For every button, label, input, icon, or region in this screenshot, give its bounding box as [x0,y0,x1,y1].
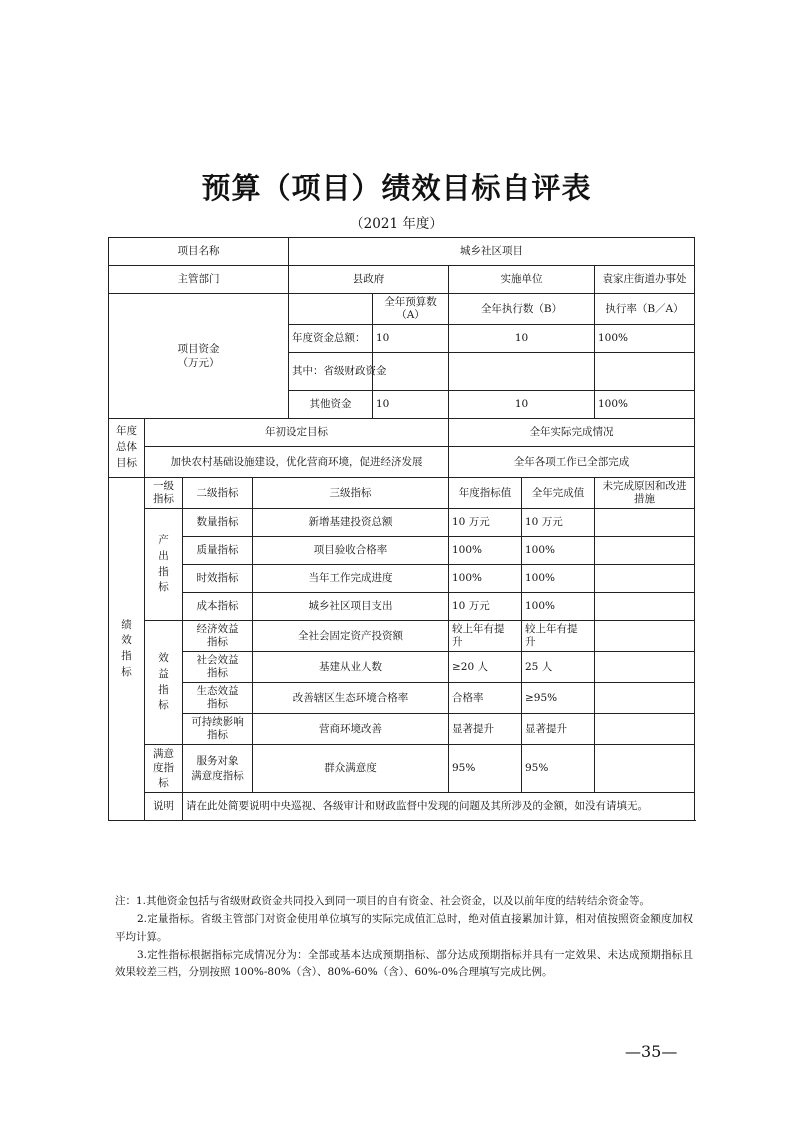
fund-blank-head [289,294,373,325]
indicator-actual: 100% [522,537,595,565]
indicator-reason [595,621,695,652]
table-row [109,509,695,537]
table-row [109,745,695,793]
indicator-l3: 新增基建投资总额 [253,509,449,537]
table-row [109,238,695,266]
indicator-reason [595,593,695,621]
fund-row-rate [595,353,695,391]
table-row [109,447,695,478]
footnote-1: 注：1.其他资金包括与省级财政资金共同投入到同一项目的自有资金、社会资金，以及以前年度的结转结余资金等。 [115,895,651,907]
table-row [109,652,695,683]
indicator-l2: 成本指标 [183,593,253,621]
indicator-l2: 经济效益 指标 [183,621,253,652]
table-row [109,683,695,714]
project-name-label: 项目名称 [109,238,289,266]
indicator-actual: 显著提升 [522,714,595,745]
impl-label: 实施单位 [449,266,595,294]
fund-row-exec: 10 [449,325,595,353]
indicator-l2: 质量指标 [183,537,253,565]
indicator-target: 95% [449,745,522,793]
perf-head-actual: 全年完成值 [522,478,595,509]
dept-label: 主管部门 [109,266,289,294]
fund-label-text: 项目资金 （万元） [177,342,220,369]
benefit-label [145,621,183,745]
indicator-l3: 群众满意度 [253,745,449,793]
fund-row-label: 年度资金总额： [289,325,373,353]
indicator-actual: 100% [522,593,595,621]
indicator-l3: 改善辖区生态环境合格率 [253,683,449,714]
indicator-target: ≥20 人 [449,652,522,683]
indicator-l2: 可持续影响 指标 [183,714,253,745]
fund-row-budget: 10 [373,325,449,353]
fund-row-rate: 100% [595,325,695,353]
indicator-actual: 95% [522,745,595,793]
indicator-l3: 当年工作完成进度 [253,565,449,593]
performance-self-evaluation-table [108,237,695,821]
fund-row-exec [449,353,595,391]
fund-label [109,294,289,419]
dept-value: 县政府 [289,266,449,294]
perf-head-l2: 二级指标 [183,478,253,509]
perf-head-l1: 一级 指标 [145,478,183,509]
indicator-reason [595,537,695,565]
indicator-l3: 基建从业人数 [253,652,449,683]
footnotes [115,893,693,982]
table-row [109,419,695,447]
table-row [109,537,695,565]
indicator-l3: 全社会固定资产投资额 [253,621,449,652]
indicator-target: 10 万元 [449,593,522,621]
table-row [109,294,695,325]
annual-actual: 全年各项工作已全部完成 [449,447,695,478]
indicator-l2: 生态效益 指标 [183,683,253,714]
indicator-reason [595,745,695,793]
table-row [109,714,695,745]
impl-value: 袁家庄街道办事处 [595,266,695,294]
table-row [109,266,695,294]
indicator-actual: 100% [522,565,595,593]
perf-label-text: 绩 效 指 标 [121,618,132,678]
indicator-actual: 较上年有提 升 [522,621,595,652]
fund-head-budget: 全年预算数 （A） [373,294,449,325]
indicator-actual: 25 人 [522,652,595,683]
table-row [109,565,695,593]
perf-label [109,478,145,821]
indicator-reason [595,652,695,683]
note-text: 请在此处简要说明中央巡视、各级审计和财政监督中发现的问题及其所涉及的金额，如没有请填无。 [183,793,695,821]
perf-head-target: 年度指标值 [449,478,522,509]
annual-goal-head: 年初设定目标 [145,419,449,447]
indicator-actual: ≥95% [522,683,595,714]
indicator-target: 较上年有提 升 [449,621,522,652]
table-row [109,593,695,621]
indicator-target: 10 万元 [449,509,522,537]
benefit-label-text: 效 益 指 标 [158,652,169,712]
indicator-l3: 项目验收合格率 [253,537,449,565]
indicator-l2: 数量指标 [183,509,253,537]
table-row [109,621,695,652]
indicator-target: 100% [449,565,522,593]
project-name-value: 城乡社区项目 [289,238,695,266]
annual-label-text: 年度 总体 目标 [116,425,137,469]
fund-row-rate: 100% [595,391,695,419]
indicator-actual: 10 万元 [522,509,595,537]
fund-row-budget: 10 [373,391,449,419]
perf-head-l3: 三级指标 [253,478,449,509]
indicator-l2: 时效指标 [183,565,253,593]
satisfaction-label: 满意 度指 标 [145,745,183,793]
annual-goal: 加快农村基础设施建设，优化营商环境，促进经济发展 [145,447,449,478]
indicator-target: 显著提升 [449,714,522,745]
fund-head-exec: 全年执行数（B） [449,294,595,325]
annual-actual-head: 全年实际完成情况 [449,419,695,447]
indicator-reason [595,683,695,714]
indicator-reason [595,565,695,593]
fund-row-exec: 10 [449,391,595,419]
table-row [109,478,695,509]
indicator-reason [595,509,695,537]
page-number: —35— [625,1042,678,1061]
fund-row-label: 其中：省级财政资金 [289,353,373,391]
annual-label [109,419,145,478]
indicator-reason [595,714,695,745]
footnote-3: 3.定性指标根据指标完成情况分为：全部或基本达成预期指标、部分达成预期指标并具有一定效果、未达成预期指标且效果较差三档，分别按照 100%-80%（含）、80%-60%（含）、60%-0%合理填写完成比例。 [115,948,693,979]
indicator-l2: 社会效益 指标 [183,652,253,683]
indicator-target: 合格率 [449,683,522,714]
indicator-target: 100% [449,537,522,565]
output-label [145,509,183,621]
indicator-l2: 服务对象 满意度指标 [183,745,253,793]
note-label: 说明 [145,793,183,821]
fund-head-rate: 执行率（B／A） [595,294,695,325]
document-title: 预算（项目）绩效目标自评表 [201,171,592,205]
document-year: （2021 年度） [350,216,443,232]
table-row [109,793,695,821]
output-label-text: 产 出 指 标 [158,534,169,594]
perf-head-reason: 未完成原因和改进措施 [595,478,695,509]
indicator-l3: 城乡社区项目支出 [253,593,449,621]
fund-row-label: 其他资金 [289,391,373,419]
footnote-2: 2.定量指标。省级主管部门对资金使用单位填写的实际完成值汇总时，绝对值直接累加计算，相对值按照资金额度加权平均计算。 [115,912,693,943]
indicator-l3: 营商环境改善 [253,714,449,745]
